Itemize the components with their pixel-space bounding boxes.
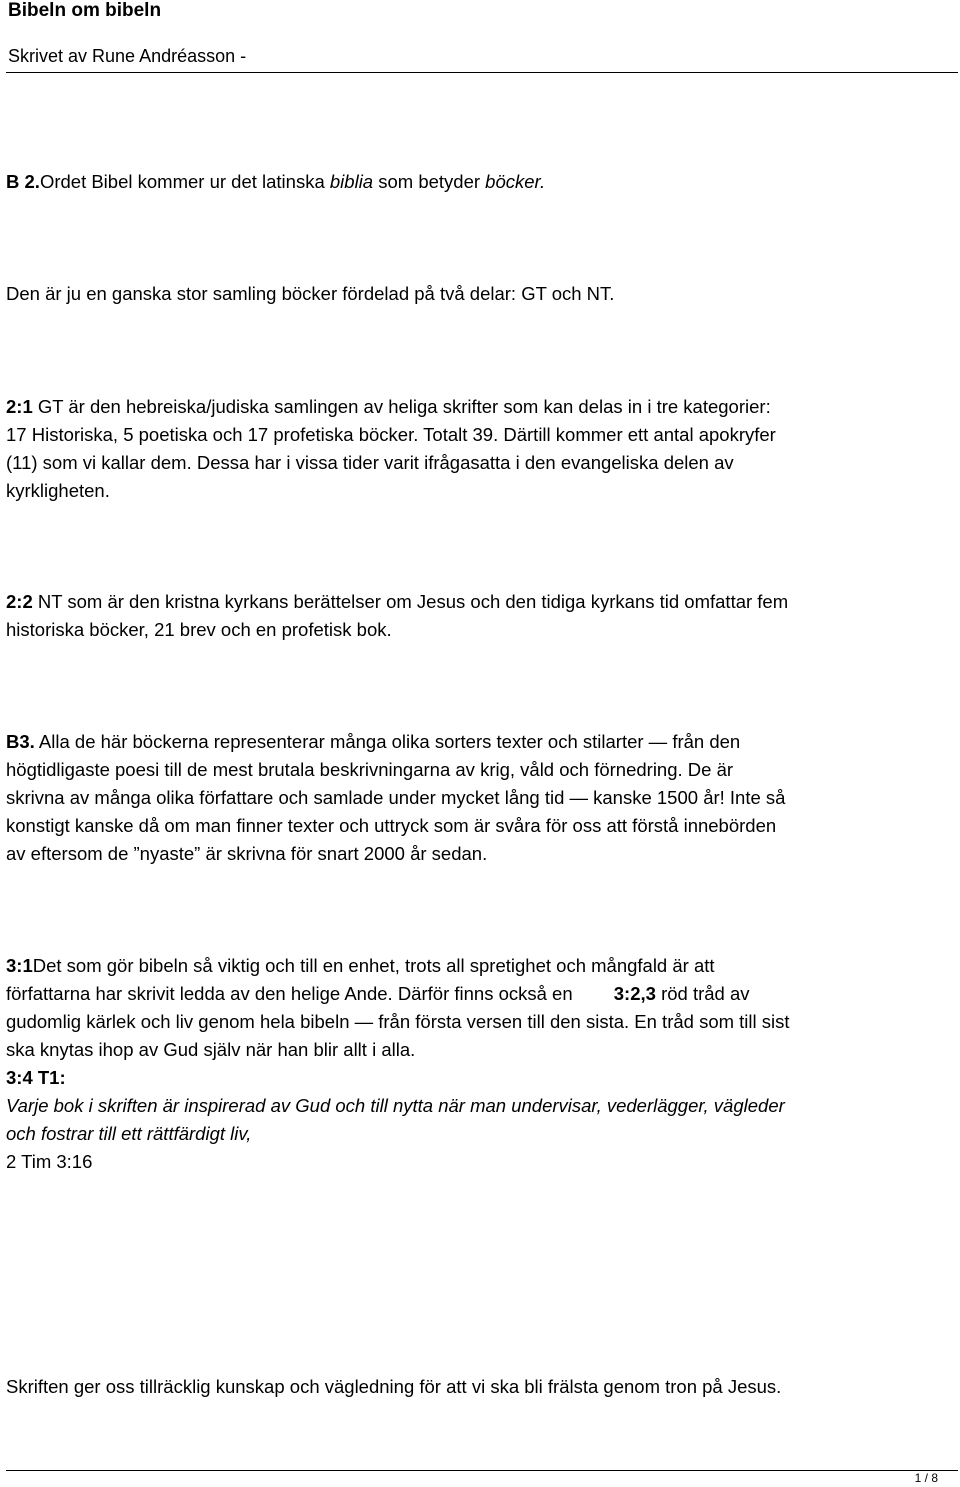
paragraph-line: skrivna av många olika författare och samlade under mycket lång tid — kanske 1500 år! Inte så [6,787,786,808]
scripture-quote: Varje bok i skriften är inspirerad av Gud och till nytta när man undervisar, vederlägger, vägleder [6,1095,785,1116]
paragraph-3-1 [6,952,956,1176]
header-divider [6,72,958,73]
section-label: 3:2,3 [613,983,656,1004]
paragraph-line [6,393,956,421]
paragraph-line: historiska böcker, 21 brev och en profetisk bok. [6,619,392,640]
paragraph-line [6,980,956,1008]
paragraph-line: ska knytas ihop av Gud själv när han blir allt i alla. [6,1039,416,1060]
paragraph-line: kyrkligheten. [6,480,110,501]
italic-term: biblia [329,171,374,192]
paragraph-text: GT är den hebreiska/judiska samlingen av heliga skrifter som kan delas in i tre kategorier: [32,396,771,417]
paragraph-text: som betyder [373,171,486,192]
paragraph-line [6,728,956,756]
paragraph-b2 [6,168,956,196]
paragraph-2-2 [6,588,956,644]
paragraph-text: författarna har skrivit ledda av den helige Ande. Därför finns också en [6,983,578,1004]
paragraph-line: gudomlig kärlek och liv genom hela bibeln — från första versen till den sista. En tråd som till sist [6,1011,790,1032]
document-title: Bibeln om bibeln [8,0,162,21]
section-label: B 2. [6,171,40,192]
scripture-quote: och fostrar till ett rättfärdigt liv, [6,1123,252,1144]
paragraph-line: högtidligaste poesi till de mest brutala beskrivningarna av krig, våld och förnedring. De är [6,759,734,780]
section-label: 3:1 [6,955,33,976]
document-author: Skrivet av Rune Andréasson - [8,46,247,66]
paragraph-line: (11) som vi kallar dem. Dessa har i vissa tider varit ifrågasatta i den evangeliska delen av [6,452,734,473]
section-label: 2:1 [6,396,33,417]
paragraph-gt-nt: Den är ju en ganska stor samling böcker fördelad på två delar: GT och NT. [6,283,615,304]
section-label: B3. [6,731,35,752]
paragraph-closing: Skriften ger oss tillräcklig kunskap och vägledning för att vi ska bli frälsta genom tron på Jesus. [6,1376,782,1397]
paragraph-b3 [6,728,956,868]
paragraph-text: Ordet Bibel kommer ur det latinska [39,171,330,192]
paragraph-line [6,952,956,980]
italic-term: böcker. [485,171,546,192]
paragraph-2-1 [6,393,956,505]
paragraph-line: av eftersom de ”nyaste” är skrivna för snart 2000 år sedan. [6,843,488,864]
paragraph-text: Det som gör bibeln så viktig och till en enhet, trots all spretighet och mångfald är att [32,955,715,976]
page-number: 1 / 8 [914,1471,938,1485]
footer-divider [6,1470,958,1471]
scripture-reference: 2 Tim 3:16 [6,1151,93,1172]
paragraph-line: 17 Historiska, 5 poetiska och 17 profetiska böcker. Totalt 39. Därtill kommer ett antal apokryfer [6,424,776,445]
paragraph-text: Alla de här böckerna representerar många olika sorters texter och stilarter — från den [34,731,741,752]
section-label: 3:4 T1: [6,1067,66,1088]
paragraph-line: konstigt kanske då om man finner texter och uttryck som är svåra för oss att förstå innebörden [6,815,777,836]
section-label: 2:2 [6,591,33,612]
paragraph-text: röd tråd av [655,983,750,1004]
paragraph-text: NT som är den kristna kyrkans berättelser om Jesus och den tidiga kyrkans tid omfattar fem [32,591,789,612]
paragraph-line [6,588,956,616]
